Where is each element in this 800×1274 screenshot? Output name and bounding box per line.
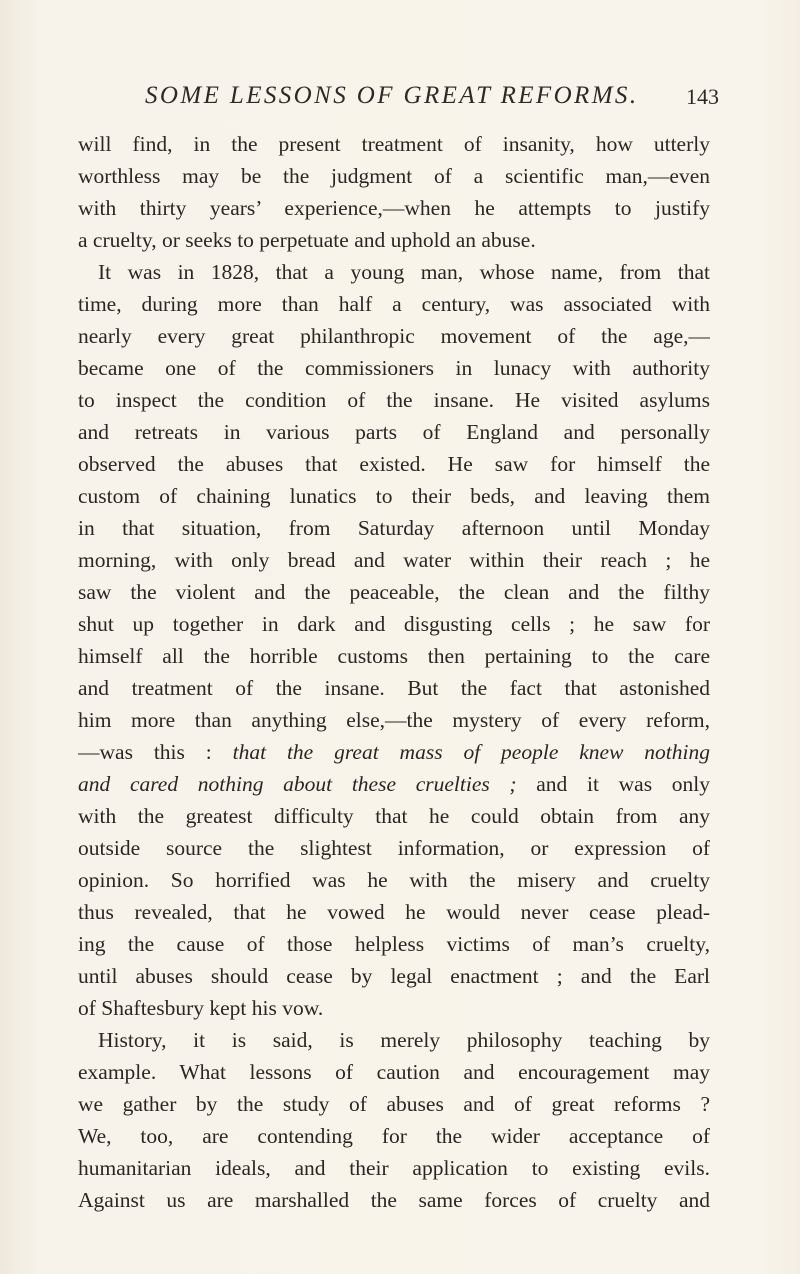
text-line: with thirty years’ experience,—when he attempts to justify (78, 196, 710, 220)
text-line: to inspect the condition of the insane. He visited asylums (78, 388, 710, 412)
text-line: shut up together in dark and disgusting cells ; he saw for (78, 612, 710, 636)
text-line: We, too, are contending for the wider acceptance of (78, 1124, 710, 1148)
text-line (78, 768, 710, 800)
text-line: example. What lessons of caution and encouragement may (78, 1060, 710, 1084)
text-line: with the greatest difficulty that he could obtain from any (78, 804, 710, 828)
text-line: time, during more than half a century, was associated with (78, 292, 710, 316)
text-line: until abuses should cease by legal enactment ; and the Earl (78, 964, 710, 988)
text-segment: and it was only (516, 772, 710, 796)
body-text (78, 128, 710, 1216)
text-line: morning, with only bread and water within their reach ; he (78, 548, 710, 572)
italic-emphasis: that the great mass of people knew nothing (232, 740, 710, 764)
text-line: History, it is said, is merely philosophy teaching by (98, 1028, 710, 1052)
text-line: thus revealed, that he vowed he would never cease plead- (78, 900, 710, 924)
text-line: It was in 1828, that a young man, whose name, from that (98, 260, 710, 284)
text-line: ing the cause of those helpless victims of man’s cruelty, (78, 932, 710, 956)
text-line: observed the abuses that existed. He saw for himself the (78, 452, 710, 476)
text-line (78, 736, 710, 768)
page-number: 143 (686, 84, 719, 109)
running-head (0, 82, 800, 112)
text-line: saw the violent and the peaceable, the clean and the filthy (78, 580, 710, 604)
text-line: custom of chaining lunatics to their beds, and leaving them (78, 484, 710, 508)
text-line: we gather by the study of abuses and of great reforms ? (78, 1092, 710, 1116)
text-line: outside source the slightest information, or expression of (78, 836, 710, 860)
text-line: in that situation, from Saturday afternoon until Monday (78, 516, 710, 540)
text-segment: —was this : (78, 740, 233, 764)
text-line: humanitarian ideals, and their application to existing evils. (78, 1156, 710, 1180)
text-line: himself all the horrible customs then pertaining to the care (78, 644, 710, 668)
text-line: and retreats in various parts of England and personally (78, 420, 710, 444)
text-line: and treatment of the insane. But the fact that astonished (78, 676, 710, 700)
text-line: him more than anything else,—the mystery of every reform, (78, 708, 710, 732)
text-line: a cruelty, or seeks to perpetuate and uphold an abuse. (78, 228, 536, 252)
text-line: worthless may be the judgment of a scientific man,—even (78, 164, 710, 188)
text-line: Against us are marshalled the same forces of cruelty and (78, 1188, 710, 1212)
text-line: of Shaftesbury kept his vow. (78, 996, 324, 1020)
text-line: will find, in the present treatment of insanity, how utterly (78, 132, 710, 156)
running-title: SOME LESSONS OF GREAT REFORMS. (145, 82, 639, 109)
text-line: opinion. So horrified was he with the misery and cruelty (78, 868, 710, 892)
italic-emphasis: and cared nothing about these cruelties ; (78, 772, 517, 796)
text-line: nearly every great philanthropic movement of the age,— (78, 324, 710, 348)
text-line: became one of the commissioners in lunacy with authority (78, 356, 710, 380)
